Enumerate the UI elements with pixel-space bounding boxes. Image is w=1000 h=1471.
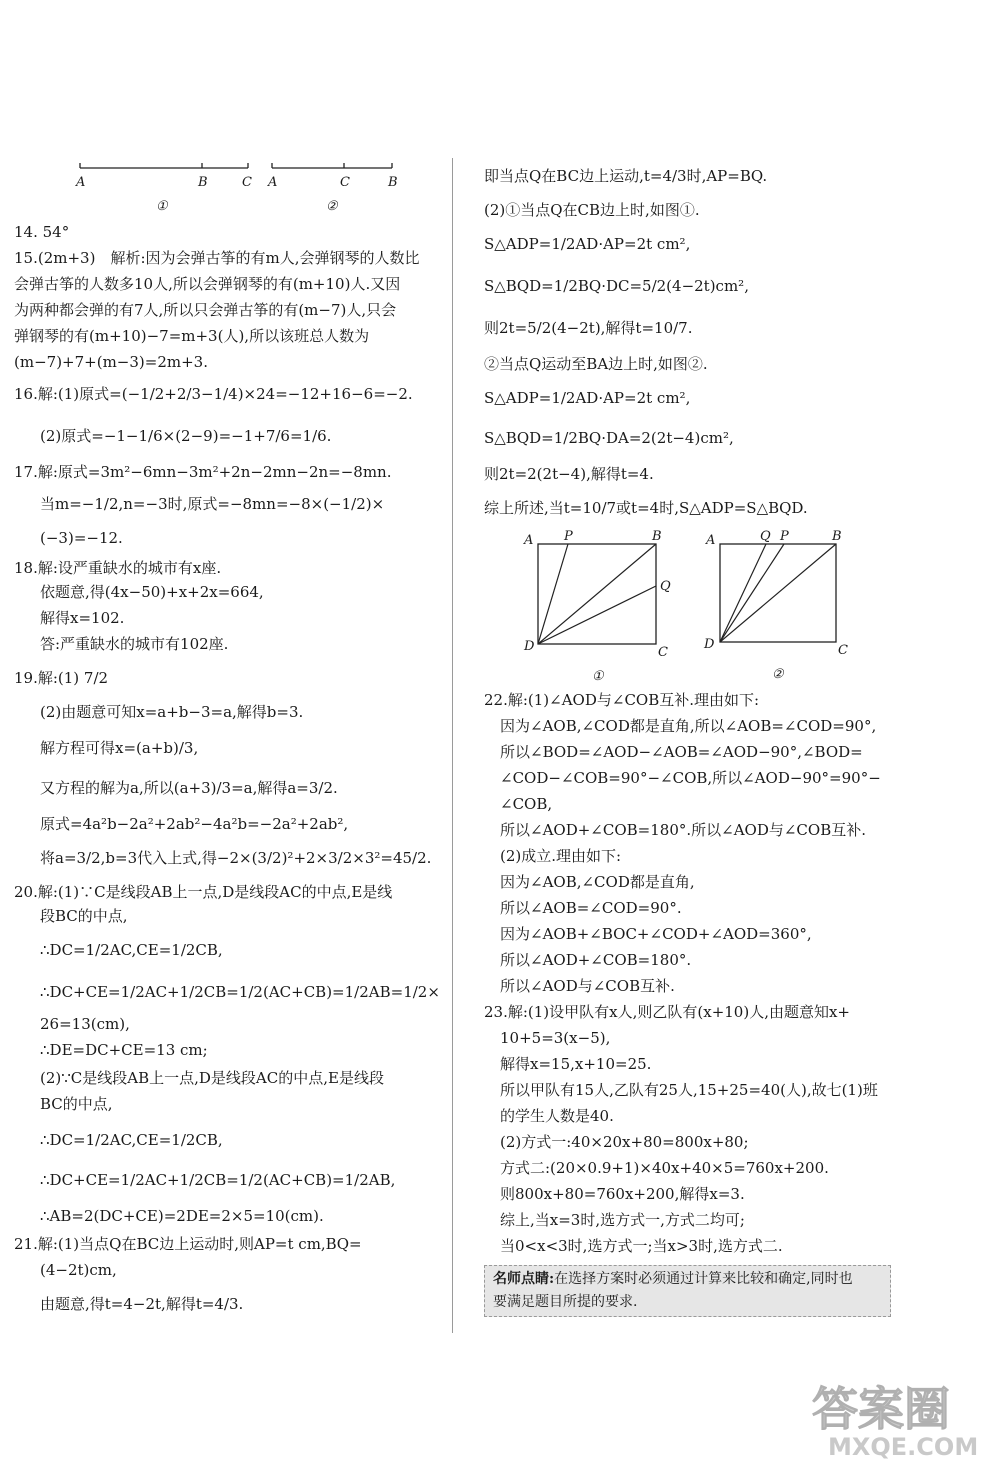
figure-caption: ②	[772, 667, 784, 682]
answer-line: 弹钢琴的有(m+10)−7=m+3(人),所以该班总人数为	[14, 327, 370, 345]
segment-figure-2	[267, 163, 398, 214]
answer-line: 则2t=5/2(4−2t),解得t=10/7.	[484, 319, 693, 337]
answer-line: 15.(2m+3) 解析:因为会弹古筝的有m人,会弹钢琴的人数比	[14, 249, 420, 267]
answer-line: S△ADP=1/2AD·AP=2t cm²,	[484, 389, 691, 407]
answer-line: (2)方式一:40×20x+80=800x+80;	[500, 1133, 749, 1151]
answer-line: 解方程可得x=(a+b)/3,	[40, 739, 199, 757]
answer-line: 段BC的中点,	[40, 907, 128, 925]
watermark-main-text: 答案圈	[812, 1382, 950, 1436]
answer-line: 所以∠AOD+∠COB=180°.	[500, 951, 692, 969]
answer-line: 当m=−1/2,n=−3时,原式=−8mn=−8×(−1/2)×	[40, 495, 385, 513]
answer-line: 26=13(cm),	[40, 1015, 130, 1033]
point-label: Q	[760, 530, 771, 544]
answer-line: (2)原式=−1−1/6×(2−9)=−1+7/6=1/6.	[40, 427, 332, 445]
figure-caption: ①	[156, 199, 168, 214]
answer-line: 即当点Q在BC边上运动,t=4/3时,AP=BQ.	[484, 167, 768, 185]
answer-line: 19.解:(1) 7/2	[14, 669, 109, 687]
answer-line: ∴AB=2(DC+CE)=2DE=2×5=10(cm).	[40, 1207, 324, 1225]
answer-line: 14. 54°	[14, 223, 70, 241]
teacher-tip-label: 名师点睛:	[493, 1271, 555, 1287]
answer-line: S△ADP=1/2AD·AP=2t cm²,	[484, 235, 691, 253]
answer-line: 所以∠BOD=∠AOD−∠AOB=∠AOD−90°,∠BOD=	[500, 743, 863, 761]
answer-line: (−3)=−12.	[40, 529, 123, 547]
answer-line: 综上,当x=3时,选方式一,方式二均可;	[500, 1211, 745, 1229]
answer-line: 因为∠AOB,∠COD都是直角,所以∠AOB=∠COD=90°,	[500, 717, 877, 735]
teacher-tip-line-1	[493, 1269, 853, 1289]
answer-line: ∴DC+CE=1/2AC+1/2CB=1/2(AC+CB)=1/2AB=1/2×	[40, 983, 440, 1001]
answer-line: ∴DC=1/2AC,CE=1/2CB,	[40, 1131, 223, 1149]
answer-line: ∴DC=1/2AC,CE=1/2CB,	[40, 941, 223, 959]
answer-line: 21.解:(1)当点Q在BC边上运动时,则AP=t cm,BQ=	[14, 1235, 362, 1253]
answer-line: 所以∠AOD与∠COB互补.	[500, 977, 675, 995]
answer-line: 解得x=15,x+10=25.	[500, 1055, 652, 1073]
watermark-sub-text: MXQE.COM	[828, 1433, 979, 1461]
answer-line: 的学生人数是40.	[500, 1107, 614, 1125]
answer-line: ∠COB,	[500, 795, 553, 813]
answer-line: 17.解:原式=3m²−6mn−3m²+2n−2mn−2n=−8mn.	[14, 463, 392, 481]
point-label: A	[76, 175, 86, 190]
point-label: C	[838, 643, 848, 658]
answer-line: 18.解:设严重缺水的城市有x座.	[14, 559, 222, 577]
teacher-tip-text: 在选择方案时必须通过计算来比较和确定,同时也	[554, 1271, 853, 1287]
watermark-logo	[800, 1371, 990, 1463]
answer-line: 为两种都会弹的有7人,所以只会弹古筝的有(m−7)人,只会	[14, 301, 397, 319]
point-label: Q	[660, 579, 671, 594]
answer-line: 所以甲队有15人,乙队有25人,15+25=40(人),故七(1)班	[500, 1081, 878, 1099]
point-label: A	[524, 533, 534, 548]
answer-line: (2)由题意可知x=a+b−3=a,解得b=3.	[40, 703, 304, 721]
answer-line: 综上所述,当t=10/7或t=4时,S△ADP=S△BQD.	[484, 499, 808, 517]
segment-figure-1	[75, 163, 252, 214]
answer-line: ②当点Q运动至BA边上时,如图②.	[484, 355, 708, 373]
answer-line: 10+5=3(x−5),	[500, 1029, 611, 1047]
answer-line: 又方程的解为a,所以(a+3)/3=a,解得a=3/2.	[40, 779, 338, 797]
point-label: B	[198, 175, 208, 190]
point-label: D	[524, 639, 535, 654]
teacher-tip-box	[484, 1265, 891, 1317]
point-label: C	[658, 645, 668, 660]
answer-line: 所以∠AOD+∠COB=180°.所以∠AOD与∠COB互补.	[500, 821, 866, 839]
answer-line: 因为∠AOB+∠BOC+∠COD+∠AOD=360°,	[500, 925, 812, 943]
rect-figure-2	[703, 530, 848, 682]
point-label: A	[268, 175, 278, 190]
answer-line: ∴DC+CE=1/2AC+1/2CB=1/2(AC+CB)=1/2AB,	[40, 1171, 396, 1189]
answer-line: (2)∵C是线段AB上一点,D是线段AC的中点,E是线段	[40, 1069, 384, 1087]
answer-line: (2)成立.理由如下:	[500, 847, 622, 865]
answer-line: 22.解:(1)∠AOD与∠COB互补.理由如下:	[484, 691, 760, 709]
answer-line: 16.解:(1)原式=(−1/2+2/3−1/4)×24=−12+16−6=−2.	[14, 385, 413, 403]
figure-caption: ①	[592, 669, 604, 684]
answer-line: ∴DE=DC+CE=13 cm;	[40, 1041, 208, 1059]
figure-caption: ②	[326, 199, 338, 214]
answer-line: 解得x=102.	[40, 609, 125, 627]
answer-line: 当0<x<3时,选方式一;当x>3时,选方式二.	[500, 1237, 783, 1255]
point-label: B	[832, 530, 842, 544]
segment-diagrams	[60, 158, 420, 214]
answer-line: (4−2t)cm,	[40, 1261, 117, 1279]
point-label: B	[652, 530, 662, 544]
point-label: P	[564, 530, 573, 544]
answer-line: 则800x+80=760x+200,解得x=3.	[500, 1185, 745, 1203]
teacher-tip-line-2: 要满足题目所提的要求.	[493, 1294, 638, 1310]
point-label: C	[242, 175, 252, 190]
answer-line: (2)①当点Q在CB边上时,如图①.	[484, 201, 700, 219]
answer-line: 原式=4a²b−2a²+2ab²−4a²b=−2a²+2ab²,	[40, 815, 349, 833]
column-divider	[452, 158, 453, 1333]
rect-figure-1	[523, 530, 671, 684]
answer-line: 将a=3/2,b=3代入上式,得−2×(3/2)²+2×3/2×3²=45/2.	[40, 849, 432, 867]
answer-line: 所以∠AOB=∠COD=90°.	[500, 899, 682, 917]
answer-line: ∠COD−∠COB=90°−∠COB,所以∠AOD−90°=90°−	[500, 769, 881, 787]
answer-line: 答:严重缺水的城市有102座.	[40, 635, 229, 653]
point-label: P	[780, 530, 789, 544]
answer-line: 23.解:(1)设甲队有x人,则乙队有(x+10)人,由题意知x+	[484, 1003, 851, 1021]
answer-line: 由题意,得t=4−2t,解得t=4/3.	[40, 1295, 244, 1313]
point-label: D	[704, 637, 715, 652]
answer-line: 依题意,得(4x−50)+x+2x=664,	[40, 583, 264, 601]
answer-line: BC的中点,	[40, 1095, 113, 1113]
point-label: B	[388, 175, 398, 190]
answer-line: 会弹古筝的人数多10人,所以会弹钢琴的有(m+10)人.又因	[14, 275, 401, 293]
point-label: C	[340, 175, 350, 190]
answer-line: (m−7)+7+(m−3)=2m+3.	[14, 353, 208, 371]
answer-line: S△BQD=1/2BQ·DA=2(2t−4)cm²,	[484, 429, 734, 447]
point-label: A	[706, 533, 716, 548]
rectangle-diagrams	[516, 530, 856, 686]
answer-line: S△BQD=1/2BQ·DC=5/2(4−2t)cm²,	[484, 277, 749, 295]
answer-line: 因为∠AOB,∠COD都是直角,	[500, 873, 695, 891]
answer-line: 20.解:(1)∵C是线段AB上一点,D是线段AC的中点,E是线	[14, 883, 393, 901]
answer-line: 方式二:(20×0.9+1)×40x+40×5=760x+200.	[500, 1159, 829, 1177]
answer-line: 则2t=2(2t−4),解得t=4.	[484, 465, 654, 483]
